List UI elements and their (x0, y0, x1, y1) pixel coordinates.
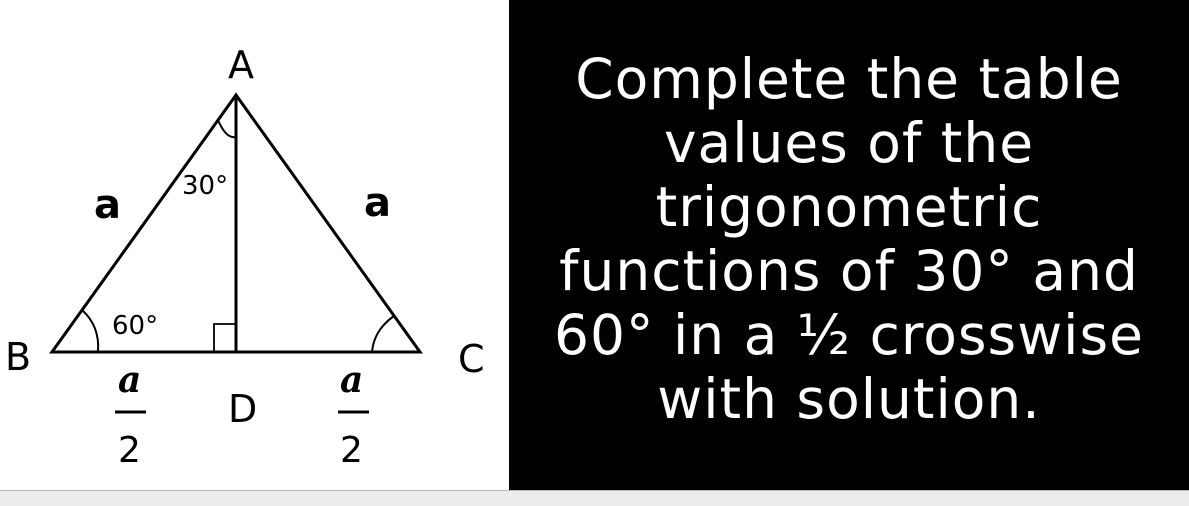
bottom-strip (0, 490, 1189, 506)
half-base-right-numerator: a (340, 359, 364, 401)
prompt-panel (509, 0, 1189, 490)
side-label-ac: a (364, 180, 391, 226)
half-base-right-denominator: 2 (340, 430, 363, 471)
angle-arc-b (82, 310, 98, 352)
right-angle-marker (214, 324, 236, 352)
vertex-label-b: B (5, 335, 32, 379)
triangle-diagram-panel (0, 0, 507, 490)
vertex-label-a: A (228, 43, 254, 87)
angle-label-top: 30° (182, 171, 229, 201)
side-label-ab: a (94, 182, 121, 228)
angle-label-left: 60° (112, 311, 159, 341)
prompt-text: Complete the table values of the trigonometric functions of 30° and 60° in a ½ crosswise with solution. (554, 47, 1144, 431)
half-base-left-numerator: a (118, 359, 142, 401)
triangle-diagram (0, 0, 507, 490)
angle-arc-a (218, 120, 236, 137)
angle-arc-c (372, 316, 394, 352)
vertex-label-d: D (228, 387, 258, 431)
half-base-left-denominator: 2 (118, 430, 141, 471)
vertex-label-c: C (458, 337, 485, 381)
